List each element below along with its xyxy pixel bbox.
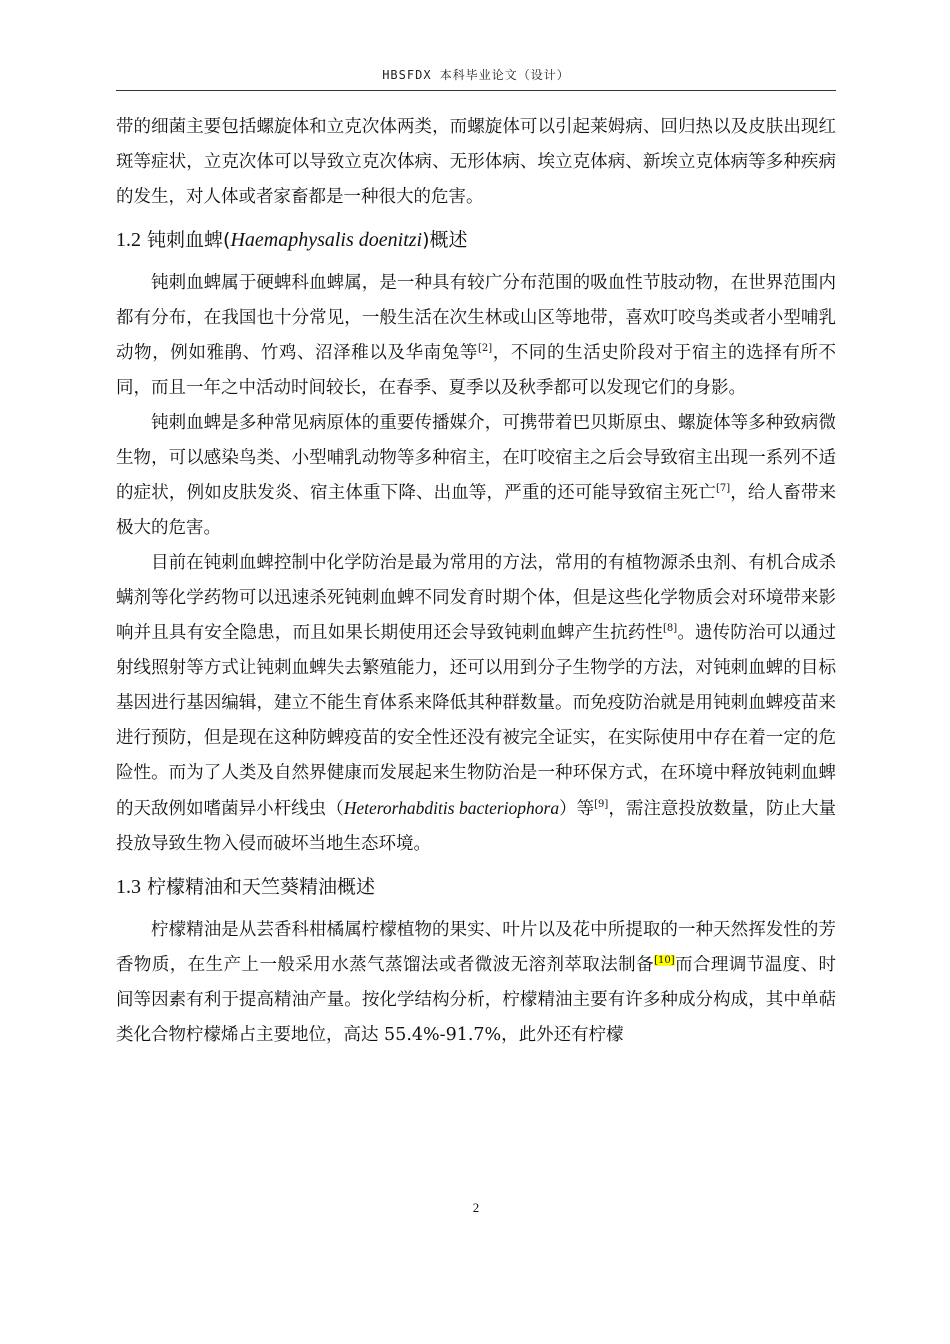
citation: [2] bbox=[477, 343, 493, 355]
paragraph-essential-oils bbox=[116, 913, 836, 1053]
page-content bbox=[116, 110, 836, 1053]
section-title-prefix: 钝刺血蜱( bbox=[141, 229, 231, 251]
paragraph-tick-intro bbox=[116, 266, 836, 406]
section-number: 1.3 bbox=[116, 876, 141, 898]
running-header: HBSFDX 本科毕业论文（设计） bbox=[382, 68, 570, 82]
text-run: ，需注意投放数量，防止大量投放导致生物入侵而破坏当地生态环境。 bbox=[116, 799, 837, 854]
text-run: 柠檬精油是从芸香科柑橘属柠檬植物的果实、叶片以及花中所提取的一种天然挥发性的芳香物质，在生产上一般采用水蒸气蒸馏法或者微波无溶剂萃取法制备 bbox=[116, 920, 836, 975]
text-run: 而合理调节温度、时间等因素有利于提高精油产量。按化学结构分析，柠檬精油主要有许多种成分构成，其中单萜类化合物柠檬烯占主要地位，高达 55.4%-91.7%，此外还有柠檬 bbox=[116, 955, 837, 1045]
citation-highlighted: [10] bbox=[654, 955, 675, 967]
citation: [7] bbox=[715, 483, 731, 495]
section-title-suffix: )概述 bbox=[422, 229, 468, 251]
paragraph-tick-control bbox=[116, 546, 836, 862]
section-title: 柠檬精油和天竺葵精油概述 bbox=[141, 876, 376, 898]
citation: [9] bbox=[594, 799, 609, 811]
section-heading-1-3 bbox=[116, 871, 836, 903]
header-rule bbox=[116, 90, 836, 91]
text-run: ）等 bbox=[559, 799, 595, 819]
section-heading-1-2 bbox=[116, 224, 836, 256]
paragraph-tick-vector bbox=[116, 406, 836, 546]
page-number: 2 bbox=[472, 1200, 480, 1215]
species-name: Heterorhabditis bacteriophora bbox=[343, 798, 560, 818]
paragraph-continued: 带的细菌主要包括螺旋体和立克次体两类，而螺旋体可以引起莱姆病、回归热以及皮肤出现红斑等症状，立克次体可以导致立克次体病、无形体病、埃立克体病、新埃立克体病等多种疾病的发生，对人体或者家畜都是一种很大的危害。 bbox=[116, 117, 836, 207]
text-run: ，给人畜带来极大的危害。 bbox=[116, 483, 836, 538]
section-number: 1.2 bbox=[116, 229, 141, 251]
text-run: ，不同的生活史阶段对于宿主的选择有所不同，而且一年之中活动时间较长，在春季、夏季以及秋季都可以发现它们的身影。 bbox=[116, 343, 837, 398]
text-run: 钝刺血蜱属于硬蜱科血蜱属，是一种具有较广分布范围的吸血性节肢动物，在世界范围内都有分布，在我国也十分常见，一般生活在次生林或山区等地带，喜欢叮咬鸟类或者小型哺乳动物，例如雅鹃、竹鸡、沼泽稚以及华南兔等 bbox=[116, 273, 836, 363]
text-run: 。遗传防治可以通过射线照射等方式让钝刺血蜱失去繁殖能力，还可以用到分子生物学的方法，对钝刺血蜱的目标基因进行基因编辑，建立不能生育体系来降低其种群数量。而免疫防治就是用钝刺血蜱疫苗来进行预防，但是现在这种防蜱疫苗的安全性还没有被完全证实，在实际使用中存在着一定的危险性。而为了人类及自然界健康而发展起来生物防治是一种环保方式，在环境中释放钝刺血蜱的天敌例如嗜菌异小杆线虫（ bbox=[116, 623, 836, 819]
species-name: Haemaphysalis doenitzi bbox=[230, 229, 423, 251]
text-run: 目前在钝刺血蜱控制中化学防治是最为常用的方法，常用的有植物源杀虫剂、有机合成杀螨剂等化学药物可以迅速杀死钝刺血蜱不同发育时期个体，但是这些化学物质会对环境带来影响并且具有安全隐患，而且如果长期使用还会导致钝刺血蜱产生抗药性 bbox=[116, 553, 836, 643]
text-run: 钝刺血蜱是多种常见病原体的重要传播媒介，可携带着巴贝斯原虫、螺旋体等多种致病微生物，可以感染鸟类、小型哺乳动物等多种宿主，在叮咬宿主之后会导致宿主出现一系列不适的症状，例如皮肤发炎、宿主体重下降、出血等，严重的还可能导致宿主死亡 bbox=[116, 413, 836, 503]
citation: [8] bbox=[663, 623, 678, 635]
